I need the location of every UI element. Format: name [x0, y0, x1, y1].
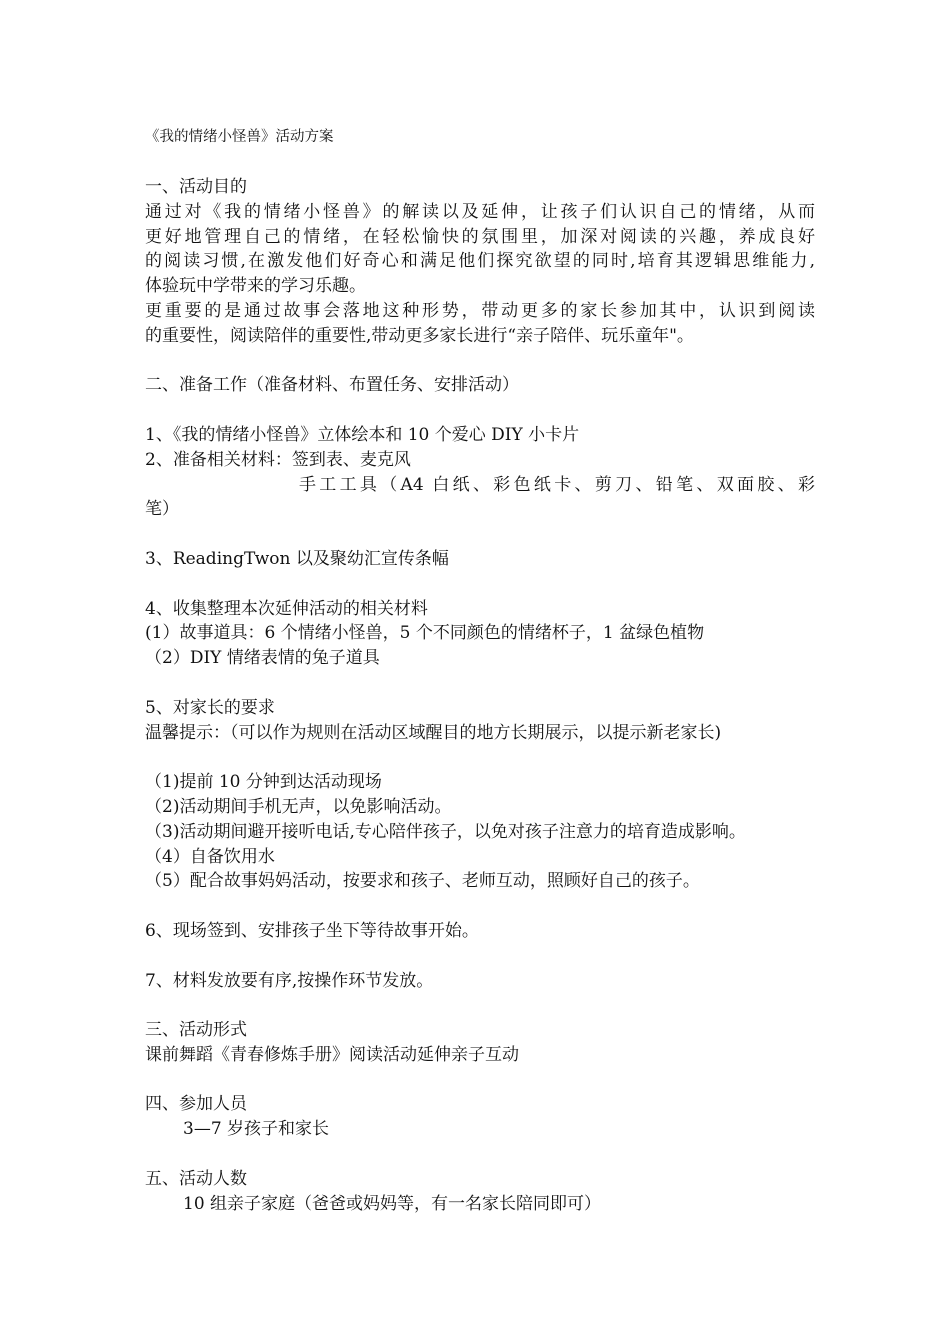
document-page — [145, 124, 815, 1216]
section-2-item-2: 2、准备相关材料：签到表、麦克风 — [145, 449, 411, 470]
section-2-item-4: 4、收集整理本次延伸活动的相关材料 — [145, 598, 428, 619]
section-3-heading: 三、活动形式 — [145, 1020, 247, 1041]
section-2-item-4-sub-2: （2）DIY 情绪表情的兔子道具 — [145, 648, 380, 669]
section-2-item-1: 1、《我的情绪小怪兽》立体绘本和 10 个爱心 DIY 小卡片 — [145, 424, 580, 445]
section-2-rule-5: （5）配合故事妈妈活动，按要求和孩子、老师互动，照顾好自己的孩子。 — [145, 871, 700, 892]
section-2-rule-3: （3)活动期间避开接听电话,专心陪伴孩子，以免对孩子注意力的培育造成影响。 — [145, 821, 746, 842]
section-2-item-2-tools: 手工工具（A4 白纸、彩色纸卡、剪刀、铅笔、双面胶、彩 — [299, 474, 815, 495]
section-1-para-1-line-4: 体验玩中学带来的学习乐趣。 — [145, 276, 366, 297]
section-1-para-1-line-3: 的阅读习惯,在激发他们好奇心和满足他们探究欲望的同时,培育其逻辑思维能力, — [145, 251, 815, 272]
section-2-item-3: 3、ReadingTwon 以及聚幼汇宣传条幅 — [145, 548, 449, 569]
section-4-text: 3—7 岁孩子和家长 — [183, 1119, 330, 1140]
section-2-rule-2: （2)活动期间手机无声，以免影响活动。 — [145, 796, 452, 817]
section-2-rule-1: （1)提前 10 分钟到达活动现场 — [145, 772, 382, 793]
document-title: 《我的情绪小怪兽》活动方案 — [145, 129, 334, 145]
section-2-rule-4: （4）自备饮用水 — [145, 846, 275, 867]
section-1-para-1-line-2: 更好地管理自己的情绪，在轻松愉快的氛围里，加深对阅读的兴趣，养成良好 — [145, 226, 815, 247]
section-5-heading: 五、活动人数 — [145, 1168, 247, 1189]
section-2-item-5-tip: 温馨提示：（可以作为规则在活动区域醒目的地方长期展示，以提示新老家长) — [145, 722, 722, 743]
section-3-text: 课前舞蹈《青春修炼手册》阅读活动延伸亲子互动 — [145, 1044, 519, 1065]
section-2-item-4-sub-1: (1）故事道具：6 个情绪小怪兽，5 个不同颜色的情绪杯子，1 盆绿色植物 — [145, 623, 705, 644]
section-2-heading: 二、准备工作（准备材料、布置任务、安排活动） — [145, 375, 519, 396]
section-2-item-7: 7、材料发放要有序,按操作环节发放。 — [145, 970, 434, 991]
section-5-text: 10 组亲子家庭（爸爸或妈妈等，有一名家长陪同即可） — [183, 1193, 602, 1214]
section-1-para-2-line-2: 的重要性，阅读陪伴的重要性,带动更多家长进行“亲子陪伴、玩乐童年"。 — [145, 325, 694, 346]
section-2-item-2-tools-end: 笔） — [145, 499, 179, 520]
section-2-item-5: 5、对家长的要求 — [145, 697, 275, 718]
section-4-heading: 四、参加人员 — [145, 1094, 247, 1115]
section-1-para-1-line-1: 通过对《我的情绪小怪兽》的解读以及延伸，让孩子们认识自己的情绪，从而 — [145, 201, 815, 222]
section-1-heading: 一、活动目的 — [145, 177, 247, 197]
section-2-item-6: 6、现场签到、安排孩子坐下等待故事开始。 — [145, 920, 479, 941]
section-1-para-2-line-1: 更重要的是通过故事会落地这种形势，带动更多的家长参加其中，认识到阅读 — [145, 300, 815, 321]
